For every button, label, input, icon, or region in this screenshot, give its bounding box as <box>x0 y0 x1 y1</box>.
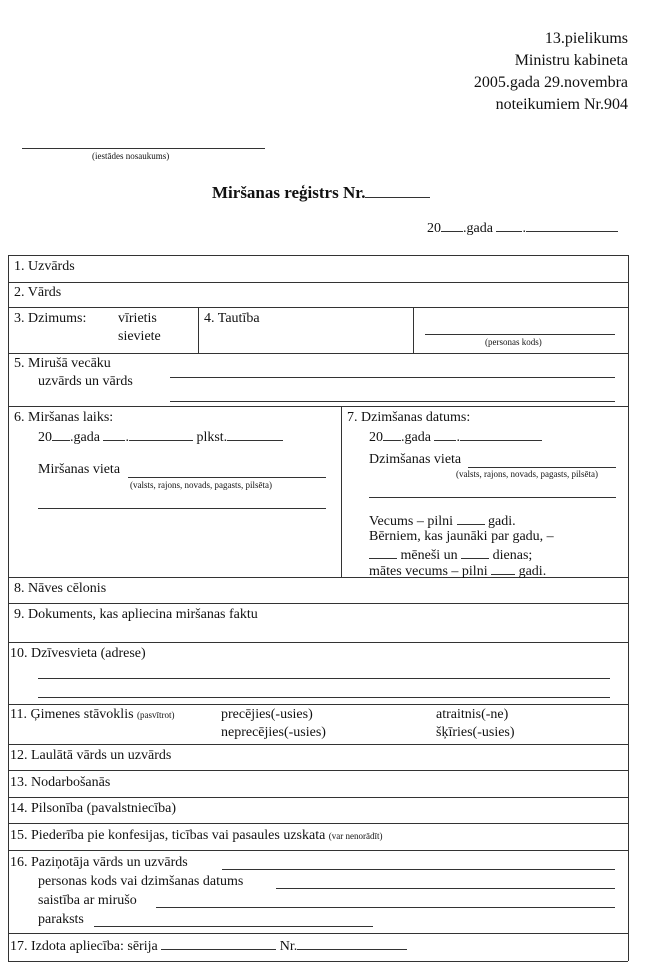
death-place-caption: (valsts, rajons, novads, pagasts, pilsēta) <box>130 480 272 490</box>
death-time-title: 6. Miršanas laiks: <box>14 410 114 425</box>
days-field[interactable] <box>461 546 489 559</box>
annex-line: noteikumiem Nr.904 <box>495 96 628 113</box>
register-date <box>427 219 618 237</box>
row-divider <box>8 823 628 824</box>
religion-text: 15. Piederība pie konfesijas, ticības vai pasaules uzskata <box>10 828 326 843</box>
age-line <box>369 512 516 530</box>
field-parents-label-2: uzvārds un vārds <box>38 374 133 389</box>
birth-day-field[interactable] <box>434 428 456 441</box>
row-divider <box>8 704 628 705</box>
column-divider <box>341 406 342 577</box>
row-divider <box>8 850 628 851</box>
death-year-field[interactable] <box>52 428 70 441</box>
death-place-line-2[interactable] <box>38 508 326 509</box>
birth-year-field[interactable] <box>383 428 401 441</box>
mother-age-field[interactable] <box>491 562 515 575</box>
certificate-series-field[interactable] <box>161 937 276 950</box>
mother-age-suffix: gadi. <box>518 564 547 579</box>
mother-age-line <box>369 562 546 580</box>
months-label: mēneši un <box>400 548 458 563</box>
death-gada: .gada <box>70 430 100 445</box>
field-spouse-name: 12. Laulātā vārds un uzvārds <box>10 748 172 763</box>
birth-date-title: 7. Dzimšanas datums: <box>347 410 471 425</box>
death-time-field[interactable] <box>227 428 283 441</box>
field-death-document: 9. Dokuments, kas apliecina miršanas faktu <box>14 607 258 622</box>
row-divider <box>8 642 628 643</box>
annex-line: Ministru kabineta <box>514 52 628 69</box>
month-field[interactable] <box>526 219 618 232</box>
institution-name-line[interactable] <box>22 148 265 149</box>
informant-relation-label: saistība ar mirušo <box>38 893 137 908</box>
page-title-text: Miršanas reģistrs Nr. <box>212 183 366 202</box>
mother-age-label: mātes vecums – pilni <box>369 564 488 579</box>
birth-year-prefix: 20 <box>369 430 383 445</box>
death-month-field[interactable] <box>129 428 193 441</box>
annex-reference <box>474 28 628 116</box>
day-field[interactable] <box>496 219 522 232</box>
signature-label: paraksts <box>38 912 84 927</box>
informant-code-label: personas kods vai dzimšanas datums <box>38 874 244 889</box>
page-title <box>212 183 430 203</box>
column-divider <box>198 307 199 353</box>
row-divider <box>8 770 628 771</box>
birth-month-field[interactable] <box>460 428 542 441</box>
certificate-issued <box>10 937 407 955</box>
field-parents-label: 5. Mirušā vecāku <box>14 356 111 371</box>
birth-place-line-2[interactable] <box>369 497 616 498</box>
parents-line[interactable] <box>170 377 615 378</box>
field-citizenship: 14. Pilsonība (pavalstniecība) <box>10 801 177 816</box>
marital-status-label <box>10 707 175 723</box>
institution-caption: (iestādes nosaukums) <box>92 151 170 161</box>
marital-status-note: (pasvītrot) <box>137 710 175 720</box>
children-note: Bērniem, kas jaunāki par gadu, – <box>369 529 554 544</box>
certificate-number-field[interactable] <box>297 937 407 950</box>
death-day-field[interactable] <box>103 428 125 441</box>
informant-code-line[interactable] <box>276 888 615 889</box>
row-divider <box>8 961 628 962</box>
birth-gada: .gada <box>401 430 431 445</box>
field-nationality: 4. Tautība <box>204 311 260 326</box>
date-gada: .gada <box>463 221 493 236</box>
personal-code-caption: (personas kods) <box>485 337 542 347</box>
table-border-right <box>628 255 629 961</box>
marital-option-unmarried[interactable]: neprecējies(-usies) <box>221 725 326 740</box>
age-field[interactable] <box>457 512 485 525</box>
age-label: Vecums – pilni <box>369 514 453 529</box>
field-sex-label: 3. Dzimums: <box>14 311 87 326</box>
certificate-series-label: 17. Izdota apliecība: sērija <box>10 939 158 954</box>
year-field[interactable] <box>441 219 463 232</box>
birth-place-line[interactable] <box>468 467 616 468</box>
date-dot: . <box>522 221 526 236</box>
row-divider <box>8 307 628 308</box>
birth-dot: . <box>456 430 460 445</box>
days-label: dienas; <box>492 548 533 563</box>
parents-line[interactable] <box>170 401 615 402</box>
death-year-prefix: 20 <box>38 430 52 445</box>
marital-option-married[interactable]: precējies(-usies) <box>221 707 313 722</box>
religion-note: (var nenorādīt) <box>328 831 383 841</box>
marital-option-widowed[interactable]: atraitnis(-ne) <box>436 707 509 722</box>
death-place-label: Miršanas vieta <box>38 462 121 477</box>
annex-line: 13.pielikums <box>544 30 628 47</box>
certificate-number-label: Nr. <box>279 939 298 954</box>
sex-option-female[interactable]: sieviete <box>118 329 161 344</box>
birth-place-label: Dzimšanas vieta <box>369 452 462 467</box>
field-surname: 1. Uzvārds <box>14 259 75 274</box>
row-divider <box>8 282 628 283</box>
residence-line[interactable] <box>38 697 610 698</box>
death-place-line[interactable] <box>128 477 326 478</box>
row-divider <box>8 744 628 745</box>
field-name: 2. Vārds <box>14 285 62 300</box>
annex-line: 2005.gada 29.novembra <box>473 74 628 91</box>
age-suffix: gadi. <box>488 514 516 529</box>
informant-relation-line[interactable] <box>156 907 615 908</box>
informant-name-line[interactable] <box>222 869 615 870</box>
months-field[interactable] <box>369 546 397 559</box>
marital-status-text: 11. Ģimenes stāvoklis <box>10 707 134 722</box>
date-prefix: 20 <box>427 221 441 236</box>
personal-code-line[interactable] <box>425 334 615 335</box>
field-religion <box>10 828 383 844</box>
field-occupation: 13. Nodarbošanās <box>10 775 111 790</box>
row-divider <box>8 406 628 407</box>
residence-line[interactable] <box>38 678 610 679</box>
informant-name-label: 16. Paziņotāja vārds un uzvārds <box>10 855 188 870</box>
row-divider <box>8 353 628 354</box>
signature-line[interactable] <box>94 926 373 927</box>
column-divider <box>413 307 414 353</box>
birth-place-caption: (valsts, rajons, novads, pagasts, pilsēta) <box>456 469 598 479</box>
birth-date-fields <box>369 428 542 446</box>
row-divider <box>8 933 628 934</box>
register-number-field[interactable] <box>365 185 430 198</box>
marital-option-divorced[interactable]: šķīries(-usies) <box>436 725 515 740</box>
row-divider <box>8 797 628 798</box>
field-cause-of-death: 8. Nāves cēlonis <box>14 581 107 596</box>
field-residence: 10. Dzīvesvieta (adrese) <box>10 646 146 661</box>
sex-option-male[interactable]: vīrietis <box>118 311 157 326</box>
death-dot: . <box>125 430 129 445</box>
death-plkst: plkst. <box>196 430 228 445</box>
row-divider <box>8 255 628 256</box>
row-divider <box>8 603 628 604</box>
table-border-left <box>8 255 9 961</box>
death-time-fields <box>38 428 283 446</box>
